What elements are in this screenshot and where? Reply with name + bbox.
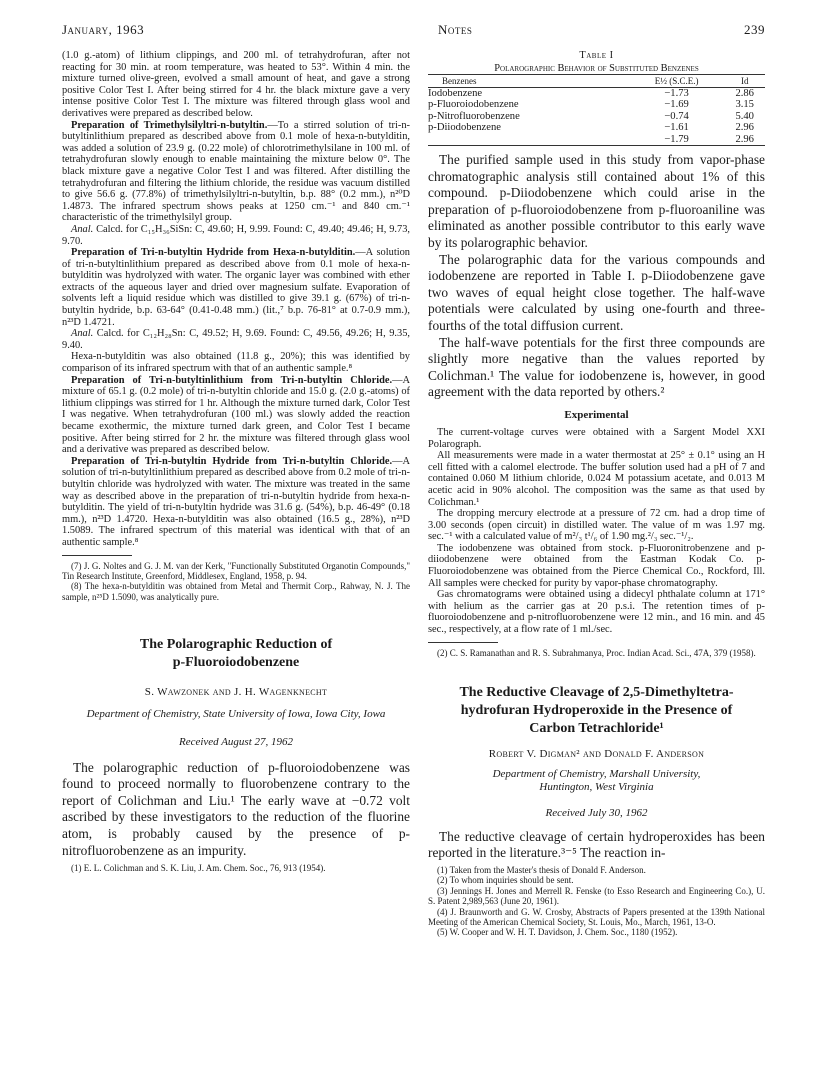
paragraph: (1.0 g.-atom) of lithium clippings, and 200 ml. of tetrahydrofuran, after not reacting for 30 min. at room temperature, was heated to 53°. Within 4 min. the mixture turned olive-green, evolved a small amount of heat, and gave a strong positive Color Test I. After being stirred for 4 hr. the black mixture gave a very intense positive Color Test I. The mixture was filtered through glass wool and derivatives were prepared as described below. [62, 50, 410, 119]
paragraph [62, 224, 410, 247]
table-cell: −1.69 [664, 99, 689, 111]
paragraph-heading: Preparation of Tri-n-butyltinlithium from Tri-n-butyltin Chloride. [71, 374, 393, 386]
paragraph [62, 375, 410, 456]
table-cell: p-Fluoroiodobenzene [428, 99, 519, 111]
article-abstract: The polarographic reduction of p-fluoroiodobenzene was found to proceed normally to fluorobenzene contrary to the report of Colichman and Liu.¹ The early wave at −0.72 volt ascribed by these investigators to the reduction of the fluorine atom, is probably caused by the presence of p-nitrofluorobenzene as an impurity. [62, 759, 410, 858]
paragraph-text: Calcd. for C₁₂H₂₈Sn: C, 49.52; H, 9.69. Found: C, 49.56, 49.26; H, 9.35, 9.40. [62, 328, 410, 351]
polarographic-table [428, 74, 765, 145]
paragraph [62, 328, 410, 351]
paragraph-text: —A solution of tri-n-butyltinlithium prepared as described above from 0.1 mole of hexa-n-butylditin was hydrolyzed with water. The organic layer was combined with ether extracts of the aqueous layer and dried over magnesium sulfate. Evaporation of solvents left a liquid residue which was distilled to give 39.1 g. (67%) of tri-n-butyltin hydride, b.p. 63-64° (0.41-0.48 mm.) (lit.,⁷ b.p. 76-81° at 0.7-0.9 mm.), n²³D 1.4721. [62, 247, 410, 328]
table-cell: p-Nitrofluorobenzene [428, 110, 520, 122]
article-title-line: The Reductive Cleavage of 2,5-Dimethyltetra- [459, 685, 734, 701]
paragraph: The current-voltage curves were obtained with a Sargent Model XXI Polarograph. [428, 426, 765, 450]
table-header-row [428, 75, 765, 88]
table-cell: −1.73 [664, 88, 689, 99]
paragraph-heading: Preparation of Trimethylsilyltri-n-butyltin. [71, 119, 268, 131]
footnote: (4) J. Braunworth and G. W. Crosby, Abstracts of Papers presented at the 139th National Meeting of the American Chemical Society, St. Louis, Mo., March, 1961, 13-O. [428, 906, 765, 928]
paragraph: The dropping mercury electrode at a pressure of 72 cm. had a drop time of 3.00 seconds (open circuit) in distilled water. The value of m was 1.97 mg. sec.⁻¹ with a calculated value of m²/₃ t¹/₆ of 1.90 mg.²/₃ sec.⁻¹/₂. [428, 508, 765, 543]
affiliation-line: Huntington, West Virginia [539, 781, 654, 794]
table-header-cell: E½ (S.C.E.) [654, 76, 699, 86]
table-cell: 2.86 [735, 88, 754, 99]
table-cell [428, 134, 629, 145]
footnote-rule [62, 555, 132, 556]
paragraph: The purified sample used in this study from vapor-phase chromatographic analysis still contained about 1% of this compound. p-Diiodobenzene which could arise in the preparation of p-fluoroiodobenzene from p-fluoroaniline was eliminated as another possible contributor to this early wave by its polarographic behavior. [428, 152, 765, 250]
table-header-cell: Id [740, 76, 749, 86]
table-cell: p-Diiodobenzene [428, 122, 501, 134]
article-title-line: p-Fluoroiodobenzene [172, 655, 300, 671]
left-column [62, 50, 410, 874]
page-number: 239 [744, 22, 765, 37]
paragraph-heading: Preparation of Tri-n-butyltin Hydride from Hexa-n-butylditin. [71, 247, 356, 259]
paragraph-text: —To a stirred solution of tri-n-butyltinlithium prepared as described above from 0.1 mole of hexa-n-butylditin, was added a solution of 23.9 g. (0.22 mole) of chlorotrimethylsilane in 100 ml. of tetrahydrofuran slowly enough to enable maintaining the mixture below 0°. The black mixture gave a negative Color Test I and was filtered. After distilling the tetrahydrofuran and filtering the lithium chloride, the residue was vacuum distilled to give 56.6 g. (77.8%) of trimethylsilyltri-n-butyltin, b.p. 88° (0.2 mm.), n²⁰D 1.4873. The infrared spectrum shows peaks at 1250 cm.⁻¹ and 840 cm.⁻¹ characteristic of the trimethylsilyl group. [62, 119, 410, 224]
running-header-section: Notes [438, 22, 473, 37]
article-title-line: Carbon Tetrachloride¹ [529, 721, 664, 737]
article-title-line: The Polarographic Reduction of [139, 637, 333, 653]
paragraph-heading: Preparation of Tri-n-butyltin Hydride from Tri-n-butyltin Chloride. [71, 455, 393, 467]
paragraph-heading: Anal. [71, 328, 94, 340]
paragraph [62, 120, 410, 224]
footnote-rule [428, 642, 498, 643]
table-row [428, 111, 765, 122]
paragraph: The half-wave potentials for the first three compounds are slightly more negative than the values reported by Colichman.¹ The value for iodobenzene is, however, in good agreement with the data reported by others.² [428, 334, 765, 400]
paragraph-text: Calcd. for C₁₅H₃₆SiSn: C, 49.60; H, 9.99. Found: C, 49.40; 49.46; H, 9.73, 9.70. [62, 223, 410, 247]
table-row [428, 134, 765, 145]
paragraph-heading: Anal. [71, 223, 94, 235]
footnote: (5) W. Cooper and W. H. T. Davidson, J. Chem. Soc., 1180 (1952). [437, 927, 678, 938]
article-abstract: The reductive cleavage of certain hydroperoxides has been reported in the literature.³⁻⁵ The reaction in- [428, 828, 765, 861]
paragraph: The polarographic data for the various compounds and iodobenzene are reported in Table I. p-Diiodobenzene gave two waves of equal height close together. The half-wave potentials were calculated by using one-fourth and three-fourths of the total diffusion current. [428, 251, 765, 333]
article-authors: S. Wawzonek and J. H. Wagenknecht [144, 686, 328, 699]
article-received-date: Received August 27, 1962 [178, 735, 294, 748]
article-received-date: Received July 30, 1962 [545, 806, 648, 819]
article-title [62, 636, 410, 672]
paragraph-text: —A mixture of 65.1 g. (0.2 mole) of tri-n-butyltin chloride and 15.0 g. (2.0 g.-atoms) of lithium clippings was stirred for 1 hr. Although the mixture turned dark, Color Test I was negative. When tetrahydrofuran (100 ml.) was slowly added the reaction became exothermic, the mixture turned dark green, and Color Test I became positive. After being stirred for 2 hr. the mixture was filtered through glass wool and a derivative was prepared as described below. [62, 374, 410, 456]
paragraph [62, 247, 410, 328]
table-row [428, 88, 765, 100]
table-cell: −0.74 [664, 110, 689, 122]
footnote: (2) C. S. Ramanathan and R. S. Subrahmanya, Proc. Indian Acad. Sci., 47A, 379 (1958). [437, 647, 756, 658]
running-header-date: January, 1963 [62, 22, 145, 37]
table-cell: 2.96 [735, 133, 754, 145]
article-authors: Robert V. Digman² and Donald F. Anderson [488, 748, 705, 761]
table-row [428, 122, 765, 133]
article-title-line: hydrofuran Hydroperoxide in the Presence of [460, 703, 733, 719]
table-cell: −1.79 [664, 133, 689, 145]
paragraph [62, 456, 410, 549]
table-cell: 2.96 [735, 122, 754, 134]
paragraph: All measurements were made in a water thermostat at 25° ± 0.1° using an H cell fitted with a calomel electrode. The buffer solution used had a pH of 7 and contained 0.060 M lithium chloride, 0.024 M potassium acetate, and 0.013 M acetic acid in 90% alcohol. The composition was the same as that used by Colichman.¹ [428, 450, 765, 508]
right-column [428, 50, 765, 938]
table-row [428, 99, 765, 110]
paragraph: Hexa-n-butylditin was also obtained (11.8 g., 20%); this was identified by comparison of its infrared spectrum with that of an authentic sample.⁸ [62, 351, 410, 375]
footnote: (7) J. G. Noltes and G. J. M. van der Kerk, "Functionally Substituted Organotin Compounds," Tin Research Institute, Greenford, Middlesex, England, 1958, p. 94. [62, 560, 410, 581]
section-heading: Experimental [564, 408, 629, 421]
paragraph: Gas chromatograms were obtained using a didecyl phthalate column at 171° with helium as the carrier gas at 20 p.s.i. The retention times of p-fluoroiodobenzene and p-nitrofluorobenzene were 12 min., and 16 min. and 45 sec., respectively, at a flow rate of 1 ml./sec. [428, 589, 765, 636]
footnote: (2) To whom inquiries should be sent. [437, 875, 574, 886]
footnote: (1) Taken from the Master's thesis of Donald F. Anderson. [437, 865, 646, 876]
article-title [428, 684, 765, 738]
article-affiliation: Department of Chemistry, State University of Iowa, Iowa City, Iowa [86, 708, 386, 721]
paragraph: The iodobenzene was obtained from stock. p-Fluoronitrobenzene and p-diiodobenzene were obtained from the Eastman Kodak Co. p-Fluoroiodobenzene was obtained from the Pierce Chemical Co., Rockford, Ill. All samples were checked for purity by vapor-phase chromatography. [428, 542, 765, 589]
table-cell: 5.40 [735, 110, 754, 122]
table-caption: Polarographic Behavior of Substituted Benzenes [494, 63, 699, 74]
affiliation-line: Department of Chemistry, Marshall University, [492, 768, 701, 781]
table-header-cell: Benzenes [442, 76, 477, 86]
table-cell: Iodobenzene [428, 88, 483, 99]
footnote: (1) E. L. Colichman and S. K. Liu, J. Am. Chem. Soc., 76, 913 (1954). [71, 863, 326, 874]
footnote: (8) The hexa-n-butylditin was obtained from Metal and Thermit Corp., Rahway, N. J. The sample, n²⁵D 1.5090, was analytically pure. [62, 581, 410, 602]
article-affiliation [428, 768, 765, 795]
table-cell: −1.61 [664, 122, 689, 134]
table-label: Table I [579, 50, 614, 61]
footnote: (3) Jennings H. Jones and Merrell R. Fenske (to Esso Research and Engineering Co.), U. S. Patent 2,989,563 (June 20, 1961). [428, 885, 765, 907]
table-cell: 3.15 [735, 99, 754, 111]
paragraph-text: —A solution of tri-n-butyltinlithium prepared as described above from 0.2 mole of tri-n-butyltin chloride was hydrolyzed with water. The mixture was treated in the same way as described above in the preparation of tri-n-butyltin hydride from hexa-n-butylditin. The yield of tri-n-butyltin hydride was 31.6 g. (54%), b.p. 46-49° (0.18 mm.), n²³D 1.4720. Hexa-n-butylditin was also obtained (16.5 g., 28%), n²³D 1.5089. The infrared spectrum of this material was identical with that of an authentic sample.⁸ [62, 455, 410, 548]
